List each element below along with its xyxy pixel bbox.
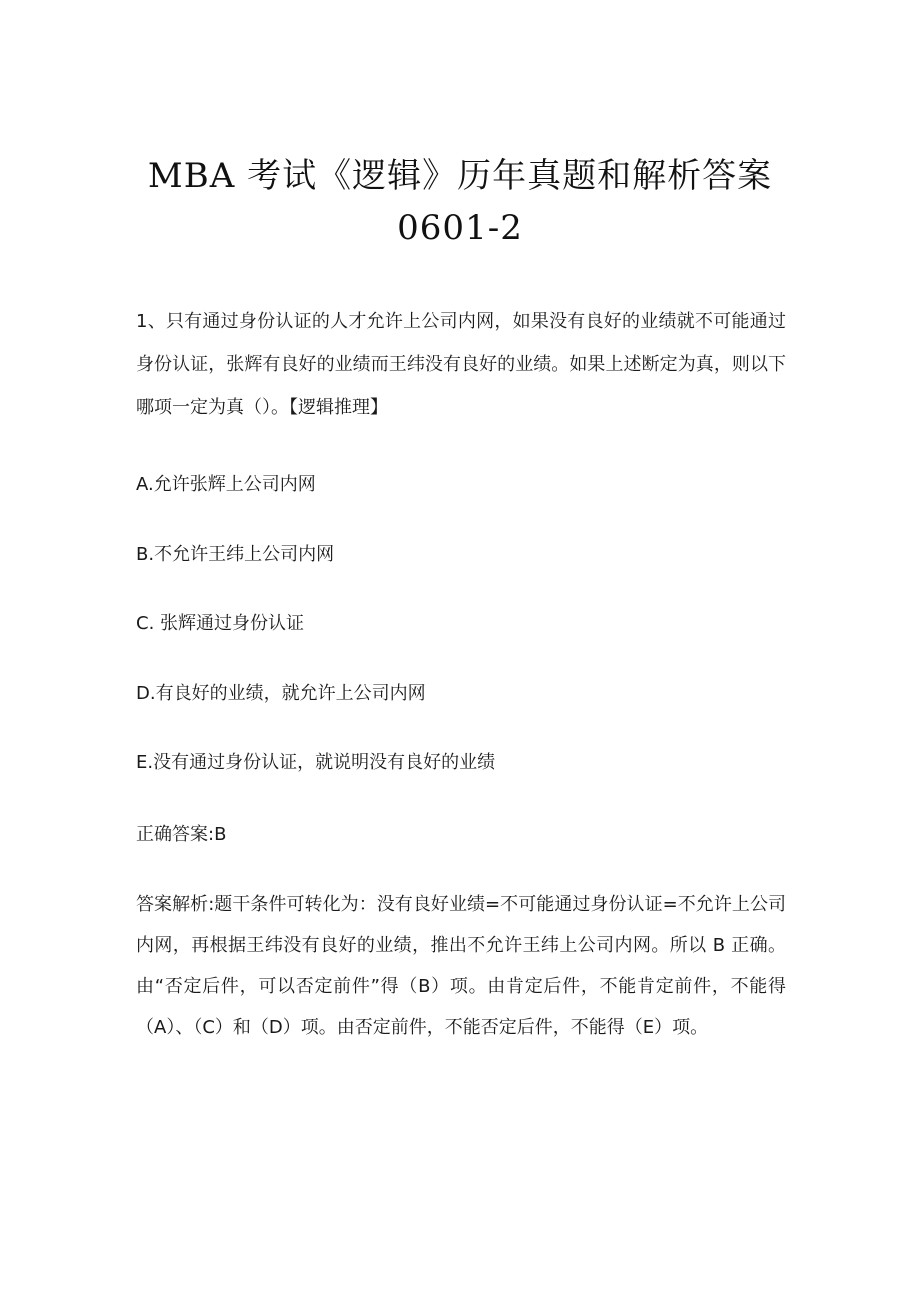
title-line-2: 0601-2 bbox=[397, 208, 523, 248]
correct-answer: 正确答案:B bbox=[136, 824, 227, 845]
option-b: B.不允许王纬上公司内网 bbox=[136, 544, 335, 565]
option-d: D.有良好的业绩，就允许上公司内网 bbox=[136, 683, 426, 704]
page-title bbox=[0, 150, 920, 254]
title-line-1: MBA 考试《逻辑》历年真题和解析答案 bbox=[147, 156, 773, 196]
option-e: E.没有通过身份认证，就说明没有良好的业绩 bbox=[136, 752, 496, 773]
option-a: A.允许张辉上公司内网 bbox=[136, 474, 316, 495]
question-text: 1、只有通过身份认证的人才允许上公司内网，如果没有良好的业绩就不可能通过身份认证，张辉有良好的业绩而王纬没有良好的业绩。如果上述断定为真，则以下哪项一定为真（）。【逻辑推理】 bbox=[136, 311, 786, 418]
option-c: C. 张辉通过身份认证 bbox=[136, 613, 305, 634]
answer-explanation: 答案解析:题干条件可转化为：没有良好业绩=不可能通过身份认证=不允许上公司内网，再根据王纬没有良好的业绩，推出不允许王纬上公司内网。所以 B 正确。由“否定后件，可以否定前件”得（B）项。由肯定后件，不能肯定前件，不能得（A）、（C）和（D）项。由否定前件，不能否定后件，不能得（E）项。 bbox=[136, 894, 786, 1038]
